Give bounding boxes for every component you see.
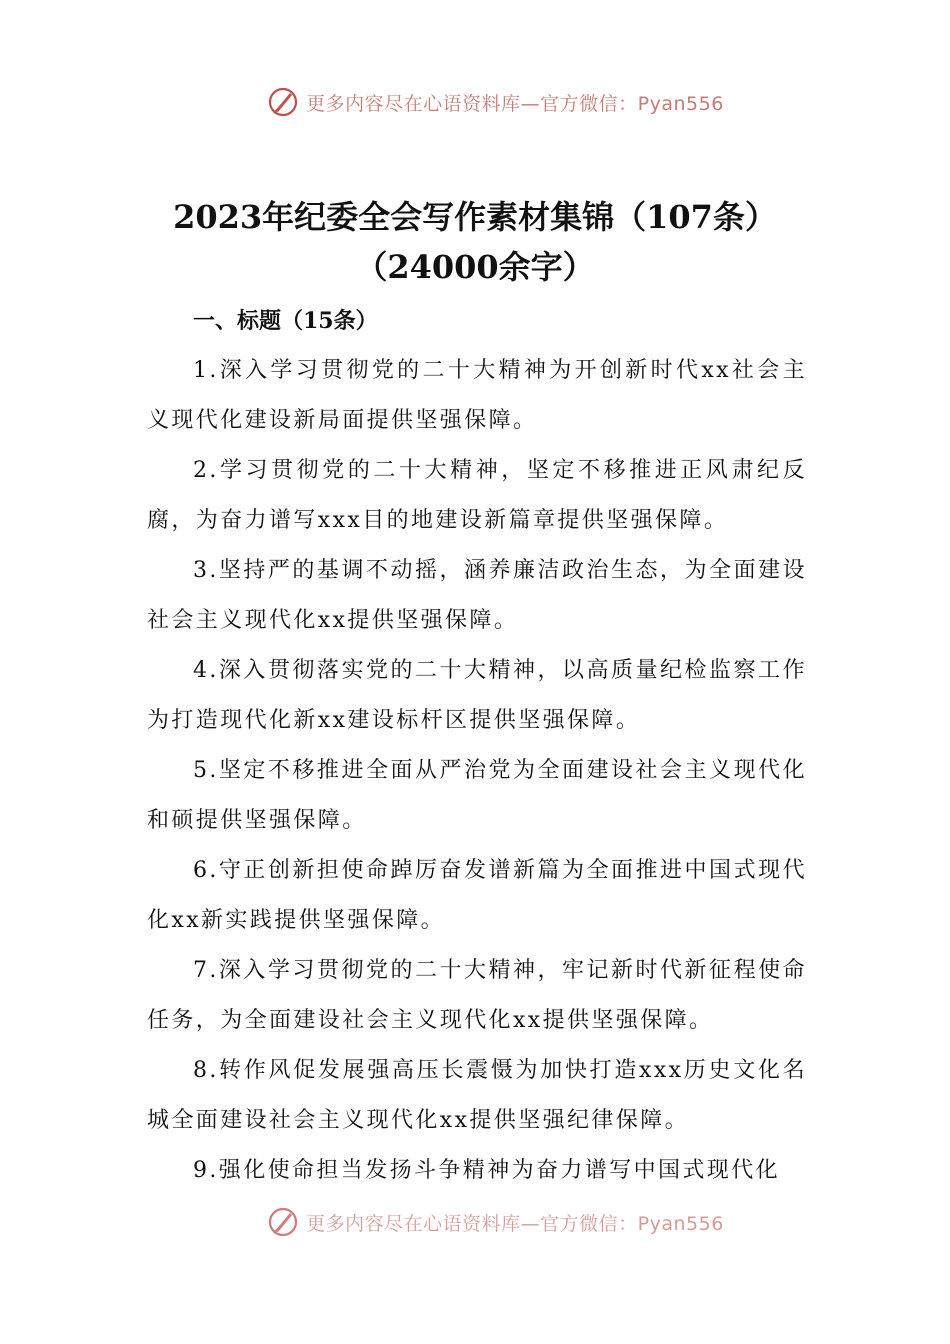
header-watermark (0, 82, 950, 122)
footer-watermark-text: 更多内容尽在心语资料库—官方微信：Pyan556 (306, 1212, 724, 1235)
list-item: 1.深入学习贯彻党的二十大精神为开创新时代xx社会主义现代化建设新局面提供坚强保障。 (147, 358, 807, 433)
footer-watermark (0, 1202, 950, 1242)
list-item: 4.深入贯彻落实党的二十大精神，以高质量纪检监察工作为打造现代化新xx建设标杆区提供坚强保障。 (147, 658, 807, 733)
list-item: 3.坚持严的基调不动摇，涵养廉洁政治生态，为全面建设社会主义现代化xx提供坚强保障。 (147, 558, 807, 633)
quill-pen-logo-icon (266, 85, 300, 119)
document-title-line1: 2023年纪委全会写作素材集锦（107条） (173, 198, 777, 236)
list-item: 8.转作风促发展强高压长震慑为加快打造xxx历史文化名城全面建设社会主义现代化xx提供坚强纪律保障。 (147, 1058, 807, 1133)
document-body (147, 296, 807, 1196)
header-watermark-inner (266, 85, 724, 119)
list-item: 6.守正创新担使命踔厉奋发谱新篇为全面推进中国式现代化xx新实践提供坚强保障。 (147, 858, 807, 933)
list-item: 7.深入学习贯彻党的二十大精神，牢记新时代新征程使命任务，为全面建设社会主义现代化xx提供坚强保障。 (147, 958, 807, 1033)
document-title-line2: （24000余字） (355, 248, 595, 286)
list-item: 5.坚定不移推进全面从严治党为全面建设社会主义现代化和硕提供坚强保障。 (147, 758, 807, 833)
quill-pen-logo-icon (266, 1205, 300, 1239)
header-watermark-text: 更多内容尽在心语资料库—官方微信：Pyan556 (306, 92, 724, 115)
document-title (75, 192, 875, 292)
section-heading: 一、标题（15条） (193, 308, 378, 334)
list-item: 2.学习贯彻党的二十大精神，坚定不移推进正风肃纪反腐，为奋力谱写xxx目的地建设新篇章提供坚强保障。 (147, 458, 807, 533)
list-item: 9.强化使命担当发扬斗争精神为奋力谱写中国式现代化 (193, 1158, 780, 1183)
footer-watermark-inner (266, 1205, 724, 1239)
